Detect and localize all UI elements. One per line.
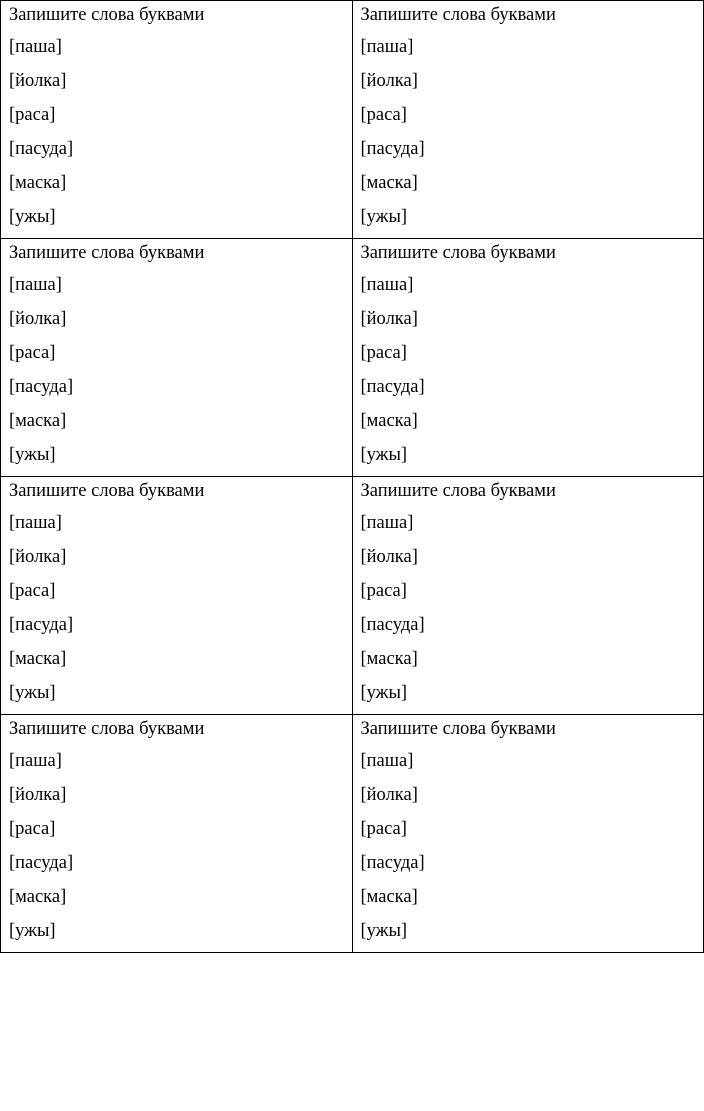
transcription-word: [маска] bbox=[9, 411, 67, 431]
transcription-word: [пасуда] bbox=[360, 139, 425, 159]
transcription-word: [йолка] bbox=[9, 309, 67, 329]
transcription-word: [паша] bbox=[360, 751, 414, 771]
exercise-card bbox=[352, 239, 704, 477]
transcription-word: [паша] bbox=[9, 751, 62, 771]
transcription-word: [паша] bbox=[360, 513, 414, 533]
transcription-word: [ужы] bbox=[9, 921, 56, 941]
exercise-instruction: Запишите слова буквами bbox=[9, 481, 205, 501]
transcription-word: [маска] bbox=[360, 173, 418, 193]
transcription-word: [ужы] bbox=[360, 921, 408, 941]
transcription-word: [раса] bbox=[360, 105, 407, 125]
exercise-card-content bbox=[1, 477, 352, 710]
exercise-card-content bbox=[353, 1, 704, 234]
transcription-word: [пасуда] bbox=[9, 853, 74, 873]
transcription-word: [раса] bbox=[360, 343, 407, 363]
exercise-card bbox=[352, 477, 704, 715]
exercise-card-content bbox=[1, 239, 352, 472]
transcription-word: [йолка] bbox=[9, 547, 67, 567]
transcription-word: [йолка] bbox=[360, 309, 418, 329]
exercise-card bbox=[1, 1, 353, 239]
transcription-word: [маска] bbox=[360, 411, 418, 431]
transcription-word: [пасуда] bbox=[360, 377, 425, 397]
transcription-word: [йолка] bbox=[360, 785, 418, 805]
transcription-word: [маска] bbox=[360, 649, 418, 669]
transcription-word: [маска] bbox=[9, 887, 67, 907]
exercise-instruction: Запишите слова буквами bbox=[360, 719, 556, 739]
transcription-word: [раса] bbox=[9, 581, 56, 601]
exercise-instruction: Запишите слова буквами bbox=[9, 243, 205, 263]
exercise-card-content bbox=[353, 239, 704, 472]
transcription-word: [раса] bbox=[9, 343, 56, 363]
transcription-word: [пасуда] bbox=[360, 853, 425, 873]
exercise-card bbox=[352, 715, 704, 953]
exercise-instruction: Запишите слова буквами bbox=[9, 5, 205, 25]
worksheet-row bbox=[1, 477, 704, 715]
worksheet-body bbox=[1, 1, 704, 953]
transcription-word: [паша] bbox=[9, 275, 62, 295]
transcription-word: [пасуда] bbox=[9, 377, 74, 397]
transcription-word: [раса] bbox=[360, 819, 407, 839]
exercise-card-content bbox=[1, 715, 352, 948]
exercise-instruction: Запишите слова буквами bbox=[360, 481, 556, 501]
transcription-word: [паша] bbox=[9, 513, 62, 533]
transcription-word: [ужы] bbox=[9, 445, 56, 465]
exercise-card-content bbox=[353, 715, 704, 948]
transcription-word: [йолка] bbox=[9, 71, 67, 91]
transcription-word: [ужы] bbox=[9, 683, 56, 703]
exercise-card bbox=[1, 239, 353, 477]
transcription-word: [паша] bbox=[360, 37, 414, 57]
transcription-word: [ужы] bbox=[360, 445, 408, 465]
exercise-card bbox=[352, 1, 704, 239]
transcription-word: [пасуда] bbox=[9, 615, 74, 635]
transcription-word: [раса] bbox=[9, 105, 56, 125]
transcription-word: [ужы] bbox=[9, 207, 56, 227]
transcription-word: [пасуда] bbox=[9, 139, 74, 159]
exercise-instruction: Запишите слова буквами bbox=[360, 243, 556, 263]
transcription-word: [маска] bbox=[9, 649, 67, 669]
transcription-word: [маска] bbox=[360, 887, 418, 907]
transcription-word: [ужы] bbox=[360, 683, 408, 703]
worksheet-row bbox=[1, 715, 704, 953]
transcription-word: [маска] bbox=[9, 173, 67, 193]
transcription-word: [раса] bbox=[9, 819, 56, 839]
transcription-word: [йолка] bbox=[360, 547, 418, 567]
exercise-card bbox=[1, 715, 353, 953]
transcription-word: [паша] bbox=[9, 37, 62, 57]
exercise-card-content bbox=[353, 477, 704, 710]
transcription-word: [раса] bbox=[360, 581, 407, 601]
worksheet-row bbox=[1, 239, 704, 477]
worksheet-row bbox=[1, 1, 704, 239]
exercise-card-content bbox=[1, 1, 352, 234]
transcription-word: [ужы] bbox=[360, 207, 408, 227]
exercise-instruction: Запишите слова буквами bbox=[360, 5, 556, 25]
transcription-word: [йолка] bbox=[360, 71, 418, 91]
transcription-word: [пасуда] bbox=[360, 615, 425, 635]
transcription-word: [йолка] bbox=[9, 785, 67, 805]
transcription-word: [паша] bbox=[360, 275, 414, 295]
exercise-card bbox=[1, 477, 353, 715]
exercise-instruction: Запишите слова буквами bbox=[9, 719, 205, 739]
